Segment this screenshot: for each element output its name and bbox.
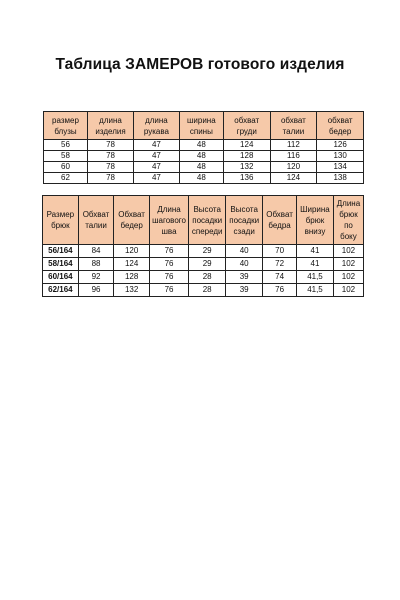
column-header-line: блузы — [54, 126, 77, 136]
measurement-cell: 132 — [114, 284, 150, 297]
column-header-line: бедер — [120, 221, 143, 230]
column-header-line: длина — [145, 115, 168, 125]
column-header-line: посадки — [192, 215, 223, 225]
column-header-line: шва — [161, 226, 177, 236]
column-header — [179, 112, 223, 140]
measurement-cell: 72 — [263, 258, 297, 271]
measurement-cell: 28 — [189, 271, 226, 284]
measurement-cell: 124 — [114, 258, 150, 271]
column-header — [226, 196, 263, 245]
measurement-cell: 112 — [270, 140, 317, 151]
measurement-cell: 76 — [149, 258, 188, 271]
column-header-line: Высота — [230, 204, 258, 214]
measurement-cell: 92 — [78, 271, 114, 284]
column-header — [134, 112, 180, 140]
measurement-cell: 88 — [78, 258, 114, 271]
measurement-cell: 47 — [134, 173, 180, 184]
column-header-line: ширина — [187, 115, 216, 125]
measurement-cell: 76 — [149, 284, 188, 297]
measurement-cell: 70 — [263, 245, 297, 258]
column-header-line: шагового — [152, 215, 186, 225]
column-header — [44, 112, 88, 140]
measurement-cell: 128 — [114, 271, 150, 284]
measurement-cell: 102 — [333, 271, 363, 284]
column-header — [263, 196, 297, 245]
column-header — [149, 196, 188, 245]
measurement-cell: 74 — [263, 271, 297, 284]
measurement-cell: 40 — [226, 258, 263, 271]
blouse-measurements-table — [43, 111, 364, 184]
column-header-line: талии — [282, 126, 305, 136]
column-header-line: размер — [52, 115, 79, 125]
column-header-line: груди — [236, 126, 257, 136]
pants-measurements-table — [42, 195, 364, 297]
column-header-line: Размер — [46, 210, 75, 219]
measurement-cell: 134 — [317, 162, 364, 173]
table-row — [44, 173, 364, 184]
column-header — [297, 196, 334, 245]
measurement-cell: 84 — [78, 245, 114, 258]
measurement-cell: 48 — [179, 151, 223, 162]
column-header-line: спереди — [191, 226, 223, 236]
measurement-cell: 29 — [189, 245, 226, 258]
column-header — [87, 112, 133, 140]
column-header — [317, 112, 364, 140]
measurement-cell: 128 — [223, 151, 270, 162]
column-header — [270, 112, 317, 140]
column-header-line: спины — [189, 126, 213, 136]
measurement-cell: 124 — [223, 140, 270, 151]
table-row — [43, 284, 364, 297]
measurement-cell: 76 — [149, 245, 188, 258]
measurement-cell: 102 — [333, 245, 363, 258]
column-header — [43, 196, 79, 245]
table-row — [43, 245, 364, 258]
measurement-cell: 136 — [223, 173, 270, 184]
measurement-cell: 41,5 — [297, 271, 334, 284]
column-header-line: талии — [85, 221, 107, 230]
measurement-cell: 41,5 — [297, 284, 334, 297]
column-header-line: бедер — [328, 126, 352, 136]
table-row — [44, 140, 364, 151]
column-header-line: обхват — [234, 115, 260, 125]
measurement-cell: 39 — [226, 271, 263, 284]
column-header-line: Длина — [157, 204, 181, 214]
column-header-line: боку — [340, 232, 357, 241]
size-cell: 56 — [44, 140, 88, 151]
measurement-cell: 48 — [179, 140, 223, 151]
column-header-line: обхват — [280, 115, 306, 125]
column-header-line: внизу — [304, 226, 326, 236]
size-cell: 62/164 — [43, 284, 79, 297]
measurement-cell: 78 — [87, 140, 133, 151]
column-header-line: по — [344, 221, 353, 230]
measurement-cell: 40 — [226, 245, 263, 258]
measurement-cell: 48 — [179, 173, 223, 184]
size-cell: 58 — [44, 151, 88, 162]
measurement-cell: 120 — [270, 162, 317, 173]
column-header-line: брюк — [51, 221, 70, 230]
table-row — [44, 151, 364, 162]
measurement-cell: 138 — [317, 173, 364, 184]
measurement-cell: 78 — [87, 173, 133, 184]
column-header-line: Высота — [193, 204, 221, 214]
column-header — [189, 196, 226, 245]
column-header — [223, 112, 270, 140]
measurement-cell: 126 — [317, 140, 364, 151]
column-header — [114, 196, 150, 245]
measurement-cell: 47 — [134, 162, 180, 173]
measurement-cell: 29 — [189, 258, 226, 271]
table-header-row — [43, 196, 364, 245]
column-header-line: Обхват — [266, 210, 293, 219]
column-header-line: длина — [99, 115, 122, 125]
column-header-line: посадки — [229, 215, 260, 225]
measurement-cell: 132 — [223, 162, 270, 173]
measurement-cell: 41 — [297, 258, 334, 271]
measurement-cell: 120 — [114, 245, 150, 258]
measurement-cell: 47 — [134, 140, 180, 151]
column-header-line: сзади — [233, 226, 255, 236]
column-header-line: брюк — [305, 215, 325, 225]
size-cell: 60 — [44, 162, 88, 173]
measurement-cell: 124 — [270, 173, 317, 184]
measurement-cell: 96 — [78, 284, 114, 297]
measurement-cell: 39 — [226, 284, 263, 297]
column-header-line: Ширина — [300, 204, 330, 214]
table-row — [43, 271, 364, 284]
table-row — [44, 162, 364, 173]
size-cell: 56/164 — [43, 245, 79, 258]
measurement-cell: 47 — [134, 151, 180, 162]
size-cell: 62 — [44, 173, 88, 184]
table-header-row — [44, 112, 364, 140]
column-header — [78, 196, 114, 245]
column-header-line: Длина — [336, 199, 361, 208]
measurement-cell: 76 — [149, 271, 188, 284]
size-cell: 58/164 — [43, 258, 79, 271]
measurement-cell: 78 — [87, 151, 133, 162]
column-header-line: Обхват — [118, 210, 145, 219]
column-header-line: брюк — [339, 210, 358, 219]
column-header-line: бедра — [268, 221, 291, 230]
measurement-cell: 76 — [263, 284, 297, 297]
measurement-cell: 116 — [270, 151, 317, 162]
column-header-line: Обхват — [82, 210, 110, 219]
table-row — [43, 258, 364, 271]
page-title: Таблица ЗАМЕРОВ готового изделия — [55, 56, 345, 73]
column-header-line: рукава — [143, 126, 169, 136]
measurement-cell: 130 — [317, 151, 364, 162]
measurement-cell: 78 — [87, 162, 133, 173]
size-cell: 60/164 — [43, 271, 79, 284]
column-header-line: изделия — [95, 126, 126, 136]
column-header — [333, 196, 363, 245]
measurement-cell: 41 — [297, 245, 334, 258]
measurement-cell: 102 — [333, 258, 363, 271]
measurement-cell: 28 — [189, 284, 226, 297]
measurement-cell: 102 — [333, 284, 363, 297]
measurement-cell: 48 — [179, 162, 223, 173]
column-header-line: обхват — [327, 115, 353, 125]
